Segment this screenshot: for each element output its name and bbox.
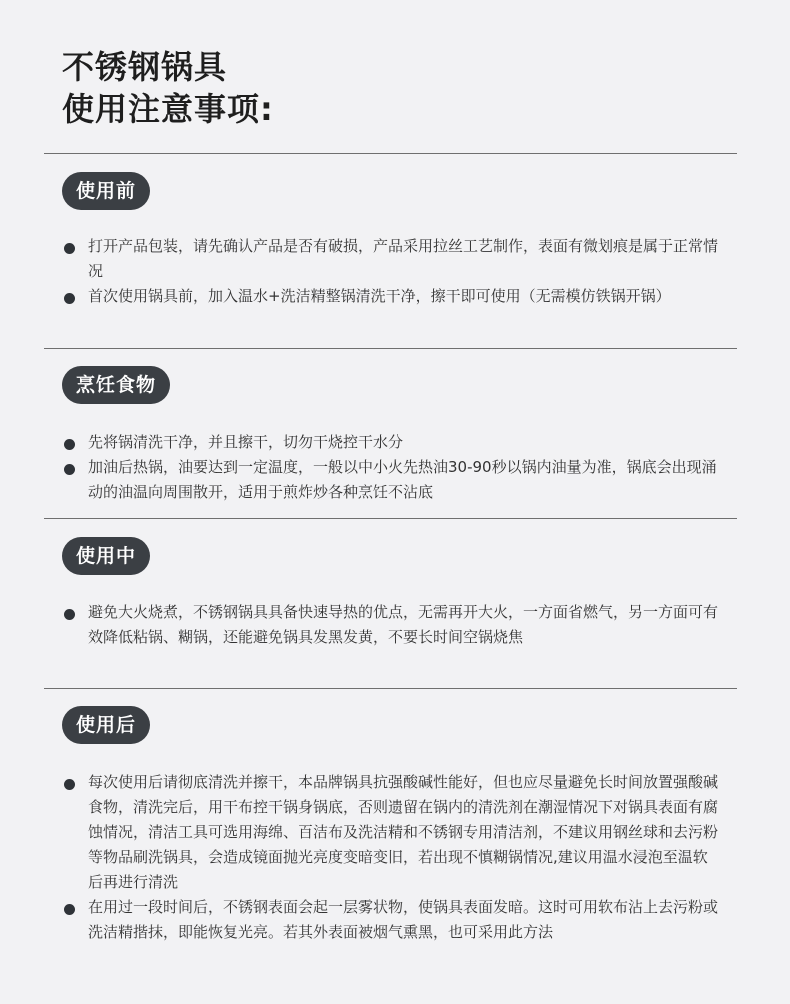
title-line-1: 不锈钢锅具 [62,48,228,86]
page-title [62,46,274,130]
section-list-during-use [62,600,722,650]
bullet-dot-icon [64,464,75,475]
section-divider [44,518,737,519]
list-item [62,455,722,505]
list-item-text: 先将锅清洗干净，并且擦干，切勿干烧控干水分 [88,433,404,451]
section-label-during-use: 使用中 [62,537,150,575]
section-label-before-use: 使用前 [62,172,150,210]
bullet-dot-icon [64,293,75,304]
section-list-cooking [62,430,722,505]
section-list-after-use [62,770,722,945]
list-item-text: 避免大火烧煮，不锈钢锅具具备快速导热的优点，无需再开大火，一方面省燃气，另一方面可有效降低粘锅、糊锅，还能避免锅具发黑发黄，不要长时间空锅烧焦 [88,603,719,646]
list-item [62,430,722,455]
list-item [62,895,722,945]
list-item-text: 在用过一段时间后，不锈钢表面会起一层雾状物，使锅具表面发暗。这时可用软布沾上去污粉或洗洁精揩抹，即能恢复光亮。若其外表面被烟气熏黑，也可采用此方法 [88,898,719,941]
section-label-cooking: 烹饪食物 [62,366,170,404]
title-line-2: 使用注意事项: [62,90,274,128]
list-item [62,234,722,284]
section-list-before-use [62,234,722,309]
bullet-dot-icon [64,904,75,915]
bullet-dot-icon [64,609,75,620]
bullet-dot-icon [64,779,75,790]
list-item [62,600,722,650]
list-item [62,770,722,895]
section-divider [44,688,737,689]
section-divider [44,153,737,154]
section-divider [44,348,737,349]
list-item-text: 每次使用后请彻底清洗并擦干，本品牌锅具抗强酸碱性能好，但也应尽量避免长时间放置强酸碱食物，清洗完后，用干布控干锅身锅底，否则遗留在锅内的清洗剂在潮湿情况下对锅具表面有腐蚀情况，清洁工具可选用海绵、百洁布及洗洁精和不锈钢专用清洁剂，不建议用钢丝球和去污粉等物品刷洗锅具，会造成镜面抛光亮度变暗变旧，若出现不慎糊锅情况,建议用温水浸泡至温软后再进行清洗 [88,773,719,891]
bullet-dot-icon [64,243,75,254]
section-label-after-use: 使用后 [62,706,150,744]
list-item [62,284,722,309]
bullet-dot-icon [64,439,75,450]
list-item-text: 打开产品包装，请先确认产品是否有破损，产品采用拉丝工艺制作，表面有微划痕是属于正常情况 [88,237,719,280]
list-item-text: 加油后热锅，油要达到一定温度，一般以中小火先热油30-90秒以锅内油量为准，锅底会出现涌动的油温向周围散开，适用于煎炸炒各种烹饪不沾底 [88,458,717,501]
list-item-text: 首次使用锅具前，加入温水+洗洁精整锅清洗干净，擦干即可使用（无需模仿铁锅开锅） [88,287,671,305]
